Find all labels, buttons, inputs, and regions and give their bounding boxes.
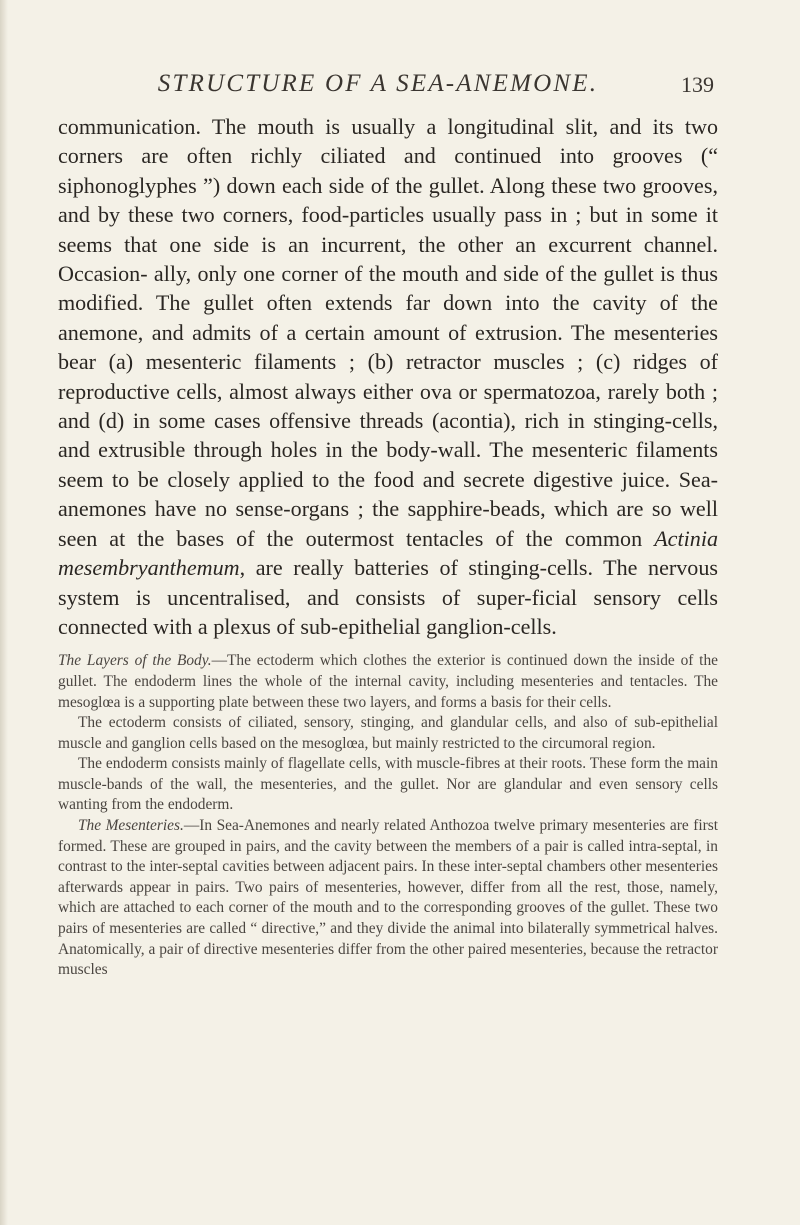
layers-paragraph [58, 651, 718, 713]
mesenteries-text: —In Sea-Anemones and nearly related Anthozoa twelve primary mesenteries are first formed. These are grouped in pairs, and the cavity between the members of a pair is called intra-septal, in contrast to the inter-septal cavities between adjacent pairs. In these inter-septal chambers other mesenteries afterwards appear in pairs. Two pairs of mesenteries, however, differ from all the rest, those, namely, which are attached to each corner of the mouth and to the corresponding grooves of the gullet. These two pairs of mesenteries are called “ directive,” and they divide the animal into bilaterally symmetrical halves. Anatomically, a pair of directive mesenteries differ from the other paired mesenteries, because the retractor muscles [58, 817, 718, 979]
body-text [58, 112, 718, 981]
ectoderm-paragraph: The ectoderm consists of ciliated, sensory, stinging, and glandular cells, and also of sub-epithelial muscle and ganglion cells based on the mesoglœa, but mainly restricted to the circumoral region. [58, 714, 718, 752]
species-name: Actinia mesembryanthemum [58, 525, 718, 581]
small-print-block [58, 651, 718, 981]
main-paragraph-block [58, 112, 718, 641]
layers-text: —The ectoderm which clothes the exterior is continued down the inside of the gullet. The endoderm lines the whole of the internal cavity, including mesenteries and tentacles. The mesoglœa is a supporting plate between these two layers, and forms a basis for their cells. [58, 652, 718, 711]
page-header [118, 70, 714, 110]
main-text-part-2: , are really batteries of stinging-cells. The nervous system is uncentralised, and consists of super-ficial sensory cells connected with a plexus of sub-epithelial ganglion-cells. [58, 555, 718, 639]
running-head: STRUCTURE OF A SEA-ANEMONE. [157, 70, 599, 97]
layers-heading: The Layers of the Body. [58, 652, 212, 670]
endoderm-paragraph: The endoderm consists mainly of flagellate cells, with muscle-fibres at their roots. These form the main muscle-bands of the wall, the mesenteries, and the gullet. Nor are glandular and even sensory cells wanting from the endoderm. [58, 755, 718, 814]
page-spine-shadow [0, 0, 8, 1225]
mesenteries-heading: The Mesenteries. [78, 817, 184, 835]
main-text-part-1: communication. The mouth is usually a longitudinal slit, and its two corners are often richly ciliated and continued into grooves (“ siphonoglyphes ”) down each side of the gullet. Along these two grooves, and by these two corners, food-particles usually pass in ; but in some it seems that one side is an incurrent, the other an excurrent channel. Occasion- ally, only one corner of the mouth and side of the gullet is thus modified. The gullet often extends far down into the cavity of the anemone, and admits of a certain amount of extrusion. The mesenteries bear (a) mesenteric filaments ; (b) retractor muscles ; (c) ridges of reproductive cells, almost always either ova or spermatozoa, rarely both ; and (d) in some cases offensive threads (acontia), rich in stinging-cells, and extrusible through holes in the body-wall. The mesenteric filaments seem to be closely applied to the food and secrete digestive juice. Sea-anemones have no sense-organs ; the sapphire-beads, which are so well seen at the bases of the outermost tentacles of the common [58, 114, 718, 551]
page-number: 139 [681, 72, 714, 97]
mesenteries-paragraph [58, 816, 718, 981]
main-paragraph [58, 112, 718, 641]
